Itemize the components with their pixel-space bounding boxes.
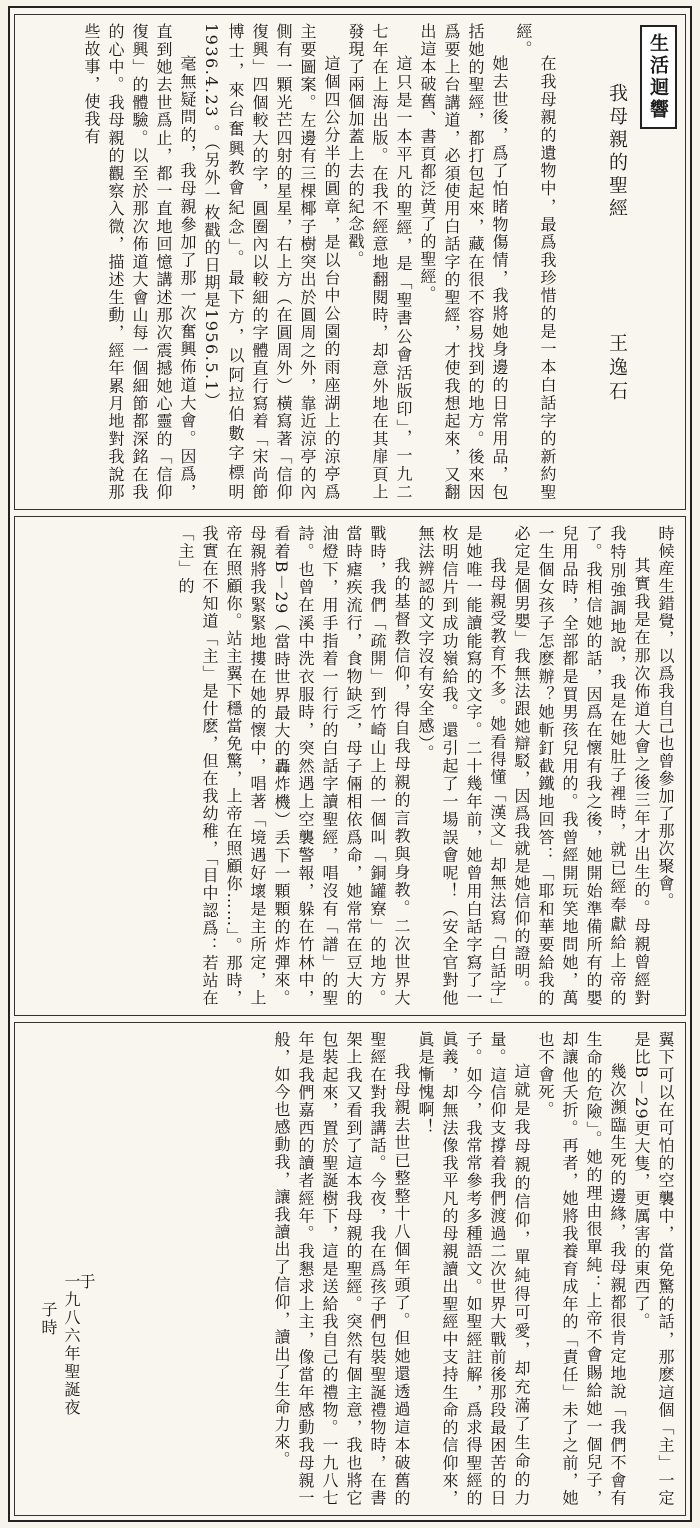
signoff-prefix: 于 <box>77 1273 96 1291</box>
signoff-date-col <box>37 1273 83 1417</box>
signoff-date: 一九八六年聖誕夜 <box>62 1273 81 1417</box>
paragraph: 我的基督教信仰，得自我母親的言教與身教。二次世界大戰時，我們「疏開」到竹崎山上的一個叫「銅罐寮」的地方。當時瘧疾流行，食物缺乏，母子倆相依爲命，她常常在豆大的油燈下，用手指着一行行的白話字讀聖經，唱沒有「譜」的聖詩。也曾在溪中洗衣服時，突然遇上空襲警報，躲在竹林中，看着B－29（當時世界最大的轟炸機）丢下一顆顆的炸彈來。母親將我緊緊地摟在她的懷中，唱著「境遇好壞是主所定，上帝在照顧你。站主翼下穩當免驚，上帝在照顧你……」。那時，我實在不知道「主」是什麽，但在我幼稚，「目中認爲：若站在「主」的 <box>176 525 411 1007</box>
paragraph: 在我母親的遺物中，最爲我珍惜的是一本白話字的新約聖經。 <box>514 23 557 501</box>
column-badge: 生活迴響 <box>640 25 677 129</box>
newspaper-clipping <box>8 6 692 1522</box>
paragraph: 這就是我母親的信仰，單純得可愛，却充滿了生命的力量。這信仰支撐着我們渡過二次世界大戰前後那段最困苦的日子。如今，我常常參考多種語文。如聖經註解，爲求得聖經的眞義，却無法像我平凡的母親讀出聖經中支持生命的信仰來，眞是慚愧啊！ <box>416 1031 531 1507</box>
paragraph: 我母親受教育不多。她看得懂「漢文」却無法寫「白話字」是她唯一能讀能寫的文字。二十幾年前，她曾用白話字寫了一枚明信片到成功嶺給我。還引起了一場誤會呢！（安全官對他無法辨認的文字沒有安全感）。 <box>416 525 507 1007</box>
paragraph: 時候産生錯覺，以爲我自己也曾參加了那次聚會。 <box>656 525 675 910</box>
article-body-1 <box>14 15 567 509</box>
paragraph: 這個四公分半的圓章，是以台中公園的雨座湖上的涼亭爲主要圖案。左邊有三棵椰子樹突出於圓周之外，靠近涼亭的內側有一顆光芒四射的星星，右上方（在圓周外）橫寫著「信仰復興」四個較大的字，圓圈內以較細的字體直行寫着「宋尚節博士，來台奮興教會紀念」。最下方，以阿拉伯數字標明1936.4.23 。（另外一枚戳的日期是1956.5.1） <box>202 23 341 501</box>
paragraph: 這只是一本平凡的聖經，是「聖書公會活版印」，一九二七年在上海出版。在我不經意地翻閱時，却意外地在其扉頁上發現了兩個加蓋上去的紀念戳。 <box>346 23 413 501</box>
article-block-2 <box>14 516 686 1016</box>
article-header <box>555 15 685 509</box>
paragraph: 翼下可以在可怕的空襲中，當免驚的話，那麽這個「主」一定是比B－29更大隻，更厲害的東西了。 <box>632 1031 675 1507</box>
article-block-1 <box>14 14 686 510</box>
paragraph: 幾次瀕臨生死的邊緣，我母親都很肯定地說「我們不會有生命的危險」。她的理由很單純：上帝不會賜給她一個兒子，却讓他夭折。再者，她將我養育成年的「責任」未了之前，她也不會死。 <box>536 1031 627 1507</box>
paragraph: 毫無疑問的，我母親參加了那一次奮興佈道大會。因爲，直到她去世爲止，都一直地回憶講述那次震撼她心靈的「信仰復興」的體驗。以至於那次佈道大會山每一個細節都深銘在我的心中。我母親的觀察入微，描述生動，經年累月地對我說那些故事，使我有 <box>82 23 197 501</box>
article-block-3 <box>14 1022 686 1516</box>
article-body-3 <box>125 1023 685 1515</box>
paragraph: 她去世後，爲了怕睹物傷情，我將她身邊的日常用品，包括她的聖經，都打包起來，藏在很不容易找到的地方。後來因爲要上台講道，必須使用白話字的聖經，才使我想起來，又翻出這本破舊、書頁都泛黄了的聖經。 <box>418 23 509 501</box>
article-title: 我母親的聖經 <box>606 83 628 221</box>
article-author: 王逸石 <box>606 333 628 405</box>
signoff-time: 子時 <box>39 1301 58 1337</box>
article-body-2 <box>14 517 685 1015</box>
paragraph: 我母親去世已整整十八個年頭了。但她還透過這本破舊的聖經在對我講話。今夜，我在爲孩子們包裝聖誕禮物時，在書架上我又看到了這本我母親的聖經。突然有個主意，我也將它包裝起來，置於聖誕樹下，這是送給我自己的禮物。一九八七年是我們嘉西的讀者經年。我懇求上主，像當年感動我母親一般，如今也感動我，讓我讀出了信仰，讀出了生命力來。 <box>272 1031 411 1507</box>
paragraph: 其實我是在那次佈道大會之後三年才出生的。母親曾經對我特別強調地說，我是在她肚子裡時，就已經奉獻給上帝的了。我相信她的話，因爲在懷有我之後，她開始準備所有的嬰兒用品時，全部都是買男孩兒用的。我曾經開玩笑地問她，萬一生個女孩子怎麽辦？她斬釘截鐵地回答：「耶和華要給我的必定是個男嬰」我無法跟她辯駁，因爲我就是她信仰的證明。 <box>512 525 651 1007</box>
